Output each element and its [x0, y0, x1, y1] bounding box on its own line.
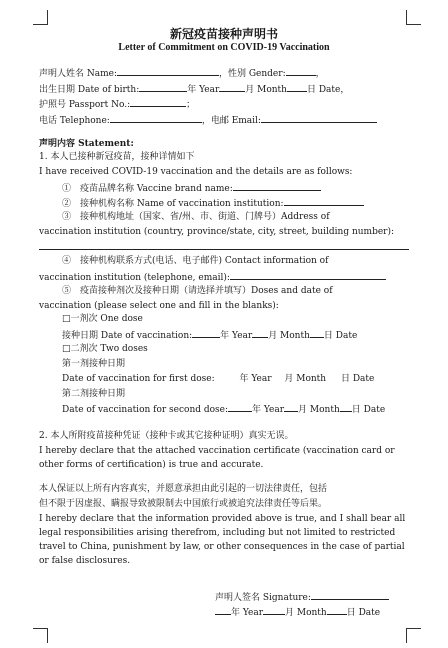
- sign-year-label: 年 Year: [231, 608, 264, 618]
- signature-blank[interactable]: [311, 590, 389, 600]
- first-month-label: 月 Month: [284, 374, 327, 384]
- item-1-line: [62, 181, 411, 195]
- gender-blank[interactable]: [286, 66, 316, 76]
- gender-end: ，: [315, 69, 325, 79]
- statement-2-cn: 2. 本人所附疫苗接种凭证（接种卡或其它接种证明）真实无误。: [39, 431, 294, 441]
- passport-line: [39, 97, 411, 111]
- brand-blank[interactable]: [233, 181, 321, 191]
- pledge-en-c: travel to China, punishment by law, or other consequences in the case of partial: [39, 542, 405, 552]
- passport-end: ；: [186, 100, 196, 110]
- pledge-cn-a: 本人保证以上所有内容真实，并愿意承担由此引起的一切法律责任，包括: [39, 484, 328, 494]
- telephone-label: 电话 Telephone:: [39, 116, 110, 126]
- vacc-month-blank[interactable]: [252, 328, 268, 338]
- first-day-label: 日 Date: [340, 374, 375, 384]
- item-2-line: [62, 196, 411, 210]
- pledge-cn-b: 但不限于因虚报、瞒报导致被限制去中国旅行或被追究法律责任等后果。: [39, 499, 328, 509]
- crop-mark-bottom-right: [406, 628, 421, 643]
- item-5-line-b: vaccination (please select one and fill in the blanks):: [39, 301, 279, 311]
- second-day-blank[interactable]: [340, 402, 352, 412]
- second-dose-cn: 第二剂接种日期: [62, 389, 126, 399]
- name-blank[interactable]: [117, 66, 219, 76]
- dob-day-blank[interactable]: [287, 82, 307, 92]
- contact-blank[interactable]: [230, 270, 386, 280]
- vacc-day-label: 日 Date: [323, 331, 358, 341]
- gender-label: ，性别 Gender:: [219, 69, 286, 79]
- address-blank[interactable]: [39, 240, 409, 250]
- dob-year-label: 年 Year: [187, 85, 220, 95]
- dob-line: [39, 82, 411, 96]
- pledge-en-d: or false disclosures.: [39, 556, 131, 566]
- sign-month-label: 月 Month: [285, 608, 327, 618]
- first-year-label: 年 Year: [239, 374, 272, 384]
- item-4-line-a: ④ 接种机构联系方式(电话、电子邮件) Contact information of: [62, 256, 329, 266]
- second-month-label: 月 Month: [298, 405, 340, 415]
- statement-2-en-a: I hereby declare that the attached vaccination certificate (vaccination card or: [39, 446, 395, 456]
- statement-heading: 声明内容 Statement:: [39, 139, 134, 149]
- signature-line: [215, 590, 411, 604]
- second-year-label: 年 Year: [252, 405, 285, 415]
- dob-month-blank[interactable]: [219, 82, 245, 92]
- dob-day-label: 日 Date，: [306, 85, 350, 95]
- passport-blank[interactable]: [130, 97, 186, 107]
- sign-month-blank[interactable]: [263, 605, 285, 615]
- address-line: [39, 240, 411, 254]
- vacc-year-label: 年 Year: [220, 331, 253, 341]
- title-english: Letter of Commitment on COVID-19 Vaccination: [118, 42, 330, 53]
- sign-day-label: 日 Date: [346, 608, 381, 618]
- second-dose-label: Date of vaccination for second dose:: [62, 405, 229, 415]
- item-4-line: [39, 270, 411, 284]
- email-label: ，电邮 Email:: [201, 116, 261, 126]
- signature-label: 声明人签名 Signature:: [215, 593, 311, 603]
- second-year-blank[interactable]: [228, 402, 252, 412]
- email-blank[interactable]: [261, 113, 377, 123]
- dob-year-blank[interactable]: [139, 82, 187, 92]
- sign-day-blank[interactable]: [327, 605, 347, 615]
- telephone-blank[interactable]: [110, 113, 202, 123]
- second-day-label: 日 Date: [351, 405, 386, 415]
- first-dose-cn: 第一剂接种日期: [62, 359, 126, 369]
- date-vaccination-line: [62, 328, 411, 342]
- first-dose-label: Date of vaccination for first dose:: [62, 374, 215, 384]
- crop-mark-top-left: [33, 10, 48, 25]
- name-label: 声明人姓名 Name:: [39, 69, 117, 79]
- crop-mark-bottom-left: [33, 628, 48, 643]
- vacc-day-blank[interactable]: [310, 328, 324, 338]
- second-dose-line: [62, 402, 411, 416]
- two-doses-option[interactable]: □二剂次 Two doses: [62, 344, 148, 354]
- name-gender-line: [39, 66, 411, 80]
- item-2-label: ② 接种机构名称 Name of vaccination institution:: [62, 199, 284, 209]
- signature-date-line: [215, 605, 411, 619]
- item-4-label: vaccination institution (telephone, email):: [39, 273, 230, 283]
- dob-label: 出生日期 Date of birth:: [39, 85, 140, 95]
- statement-1-en: I have received COVID-19 vaccination and the details are as follows:: [39, 167, 353, 177]
- vacc-month-label: 月 Month: [268, 331, 310, 341]
- crop-mark-top-right: [406, 10, 421, 25]
- one-dose-option[interactable]: □一剂次 One dose: [62, 314, 143, 324]
- item-3-line-b: vaccination institution (country, province/state, city, street, building number):: [39, 227, 395, 237]
- second-month-blank[interactable]: [284, 402, 298, 412]
- dob-month-label: 月 Month: [245, 85, 287, 95]
- pledge-en-a: I hereby declare that the information provided above is true, and I shall bear all: [39, 514, 406, 524]
- statement-2-en-b: other forms of certification) is true and accurate.: [39, 460, 264, 470]
- item-5-line-a: ⑤ 疫苗接种剂次及接种日期（请选择并填写）Doses and date of: [62, 286, 333, 296]
- institution-blank[interactable]: [284, 196, 364, 206]
- item-3-line-a: ③ 接种机构地址（国家、省/州、市、街道、门牌号）Address of: [62, 212, 330, 222]
- first-dose-line: [62, 373, 411, 385]
- item-1-label: ① 疫苗品牌名称 Vaccine brand name:: [62, 184, 233, 194]
- date-vaccination-label: 接种日期 Date of vaccination:: [62, 331, 193, 341]
- statement-1-cn: 1. 本人已接种新冠疫苗，接种详情如下: [39, 152, 195, 162]
- vacc-year-blank[interactable]: [192, 328, 220, 338]
- sign-year-blank[interactable]: [215, 605, 231, 615]
- title-chinese: 新冠疫苗接种声明书: [169, 27, 278, 41]
- pledge-en-b: legal responsibilities arising therefrom, including but not limited to restricted: [39, 528, 396, 538]
- passport-label: 护照号 Passport No.:: [39, 100, 131, 110]
- contact-line: [39, 113, 411, 127]
